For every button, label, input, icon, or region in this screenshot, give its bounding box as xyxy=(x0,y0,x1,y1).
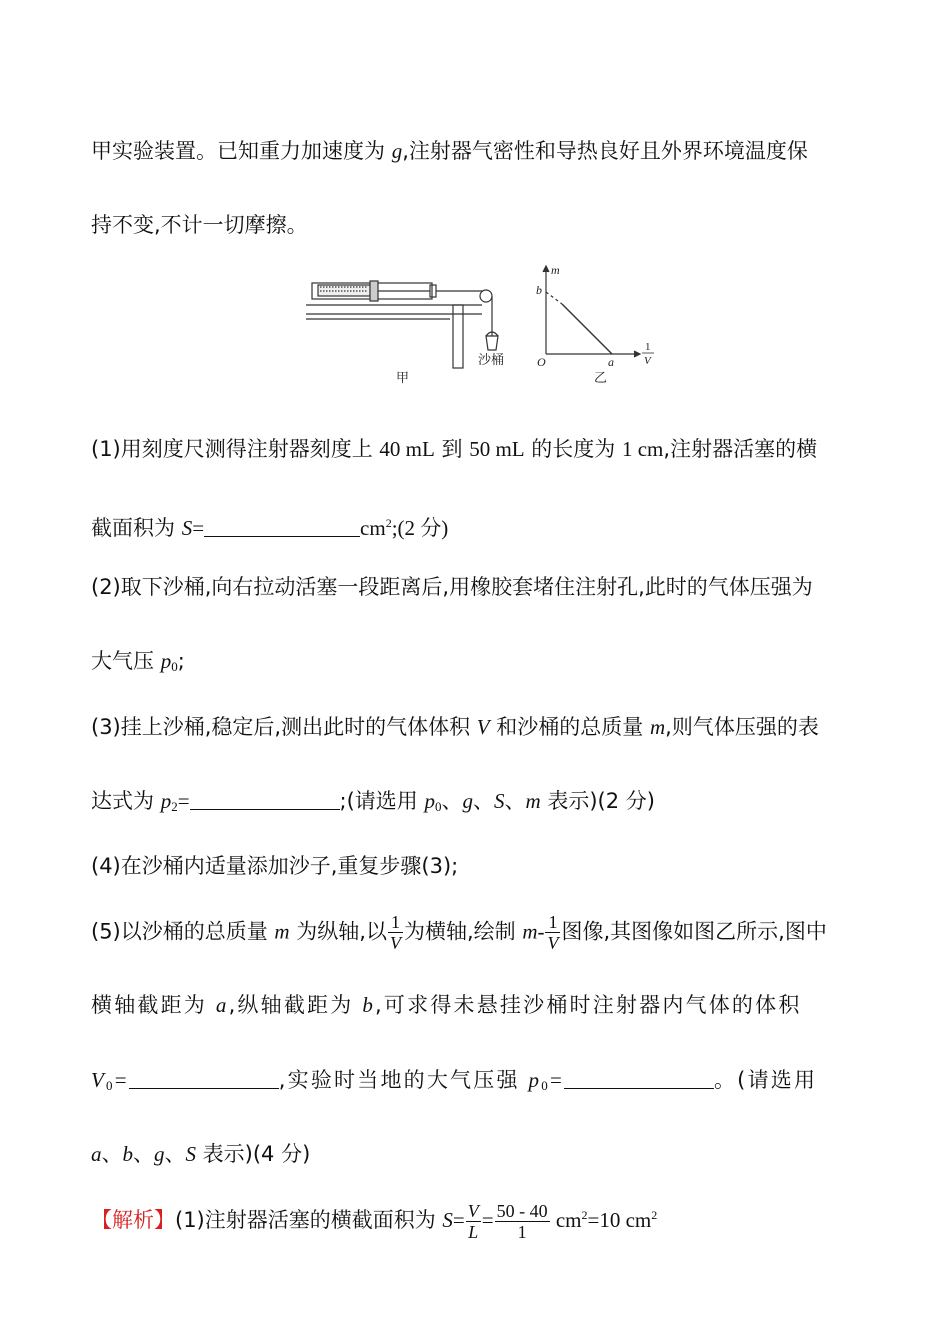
frac-num: 50 - 40 xyxy=(496,1200,548,1221)
value-1cm: 1 cm xyxy=(621,437,664,461)
var-p: p xyxy=(424,789,435,813)
equals: = xyxy=(452,1208,465,1232)
equals: = xyxy=(114,1068,129,1092)
var-m: m xyxy=(525,789,541,813)
axis-a-label: a xyxy=(608,355,614,369)
answer-blank-p2[interactable] xyxy=(190,787,340,810)
result: =10 cm xyxy=(587,1208,652,1232)
fraction-1-over-V xyxy=(388,912,403,953)
sep: 、 xyxy=(472,789,494,813)
var-S: S xyxy=(185,1142,196,1166)
text: 表示)(2 分) xyxy=(540,789,655,813)
q5-line-2 xyxy=(91,990,860,1020)
q5-line-1 xyxy=(91,912,860,953)
sep: 、 xyxy=(164,1142,186,1166)
var-g: g xyxy=(391,139,403,163)
origin-label: O xyxy=(537,355,546,369)
var-a: a xyxy=(91,1142,102,1166)
sub: 2 xyxy=(171,799,178,814)
intro-line-1 xyxy=(91,136,860,166)
graph-line xyxy=(562,304,612,354)
sep: 、 xyxy=(101,1142,123,1166)
var-p: p xyxy=(160,789,172,813)
frac-num: 1 xyxy=(388,912,403,933)
fraction-1-over-V xyxy=(545,912,560,953)
sup: 2 xyxy=(651,1208,658,1222)
text: 达式为 xyxy=(91,789,161,813)
sub: 0 xyxy=(541,1078,550,1093)
sub: 0 xyxy=(106,1078,115,1093)
text: 横轴截距为 xyxy=(91,993,216,1017)
text: 到 xyxy=(434,437,470,461)
label-yi: 乙 xyxy=(594,371,608,386)
text: (1)用刻度尺测得注射器刻度上 xyxy=(91,437,380,461)
value-40ml: 40 mL xyxy=(379,437,435,461)
intro-line-2 xyxy=(91,210,860,240)
sep: 、 xyxy=(441,789,463,813)
unit-cm: cm xyxy=(555,1208,582,1232)
text: 持不变,不计一切摩擦。 xyxy=(91,213,308,237)
frac-den: L xyxy=(468,1221,479,1242)
var-m: m xyxy=(522,919,538,944)
frac-den: V xyxy=(389,933,401,953)
var-g: g xyxy=(462,789,473,813)
analysis-line-1 xyxy=(91,1200,860,1242)
equals: = xyxy=(481,1208,494,1232)
sep: 、 xyxy=(133,1142,154,1166)
text: 图像,其图像如图乙所示,图中 xyxy=(561,919,827,944)
text: 为纵轴,以 xyxy=(289,919,387,944)
text: 表示)(4 分) xyxy=(196,1142,311,1166)
q1-line-1 xyxy=(91,434,860,464)
text: 的长度为 xyxy=(524,437,622,461)
var-V: V xyxy=(476,715,490,739)
text: 为横轴,绘制 xyxy=(403,919,523,944)
text: ,纵轴截距为 xyxy=(228,993,363,1017)
q2-line-1 xyxy=(91,572,860,602)
apparatus-jia xyxy=(306,281,498,368)
graph-yi xyxy=(543,266,640,357)
y-axis-arrow xyxy=(543,266,549,272)
axis-b-label: b xyxy=(536,283,542,297)
equals: = xyxy=(177,789,190,813)
dashed-segment xyxy=(546,292,562,304)
sup: 2 xyxy=(581,1208,588,1222)
label-shatong: 沙桶 xyxy=(478,353,505,368)
q5-line-4 xyxy=(91,1139,860,1169)
q1-line-2 xyxy=(91,508,860,543)
sep: 、 xyxy=(504,789,526,813)
label-jia: 甲 xyxy=(396,371,410,386)
text: ,可求得未悬挂沙桶时注射器内气体的体积 xyxy=(375,993,802,1017)
text: ;(请选用 xyxy=(339,789,425,813)
sub: 0 xyxy=(434,799,442,814)
frac-den: 1 xyxy=(517,1221,527,1242)
sub: 0 xyxy=(171,659,178,674)
text: (2)取下沙桶,向右拉动活塞一段距离后,用橡胶套堵住注射孔,此时的气体压强为 xyxy=(91,575,813,599)
answer-blank-V0[interactable] xyxy=(129,1066,279,1089)
q2-line-2 xyxy=(91,646,860,682)
text: (4)在沙桶内适量添加沙子,重复步骤(3); xyxy=(91,854,459,878)
q4-line-1 xyxy=(91,851,860,881)
x-axis-arrow xyxy=(634,351,640,357)
text: ,注射器活塞的横 xyxy=(663,437,818,461)
frac-den: V xyxy=(547,933,559,953)
text: ,实验时当地的大气压强 xyxy=(278,1068,529,1092)
answer-blank-p0[interactable] xyxy=(564,1066,714,1089)
text: 。(请选用 xyxy=(713,1068,818,1092)
var-p: p xyxy=(528,1068,542,1092)
fraction-V-over-L xyxy=(466,1201,481,1242)
var-a: a xyxy=(215,993,229,1017)
text: (5)以沙桶的总质量 xyxy=(91,919,275,944)
var-b: b xyxy=(122,1142,133,1166)
text: ,注射器气密性和导热良好且外界环境温度保 xyxy=(402,139,808,163)
text: 大气压 xyxy=(91,649,161,673)
text: ; xyxy=(177,649,185,673)
var-m: m xyxy=(274,919,290,944)
var-S: S xyxy=(493,789,505,813)
frac-num: V xyxy=(467,1200,479,1221)
q3-line-1 xyxy=(91,712,860,742)
text: (3)挂上沙桶,稳定后,测出此时的气体体积 xyxy=(91,715,477,739)
text: 和沙桶的总质量 xyxy=(489,715,650,739)
value-50ml: 50 mL xyxy=(469,437,525,461)
q3-line-2 xyxy=(91,786,860,822)
axis-x-num: 1 xyxy=(645,341,651,353)
var-b: b xyxy=(362,993,376,1017)
answer-blank-area[interactable] xyxy=(204,514,360,537)
q5-line-3 xyxy=(91,1065,860,1101)
text: (1)注射器活塞的横截面积为 xyxy=(175,1208,443,1232)
dash: - xyxy=(537,919,545,944)
equals: = xyxy=(192,516,205,540)
text: ,则气体压强的表 xyxy=(665,715,819,739)
unit-cm: cm xyxy=(360,516,386,540)
axis-x-den: V xyxy=(644,355,651,367)
var-g: g xyxy=(154,1142,165,1166)
var-V: V xyxy=(91,1068,107,1092)
frac-num: 1 xyxy=(545,912,560,933)
score: ;(2 分) xyxy=(391,516,449,540)
var-p: p xyxy=(160,649,172,673)
experiment-figure xyxy=(300,258,670,390)
analysis-tag: 【解析】 xyxy=(91,1208,175,1232)
var-S: S xyxy=(442,1208,453,1232)
var-m: m xyxy=(649,715,666,739)
sup: 2 xyxy=(385,516,392,530)
equals: = xyxy=(549,1068,564,1092)
fraction-50-40-over-1 xyxy=(495,1201,550,1242)
axis-m-label: m xyxy=(551,263,560,277)
text: 截面积为 xyxy=(91,516,182,540)
var-S: S xyxy=(181,516,193,540)
text: 甲实验装置。已知重力加速度为 xyxy=(91,139,392,163)
